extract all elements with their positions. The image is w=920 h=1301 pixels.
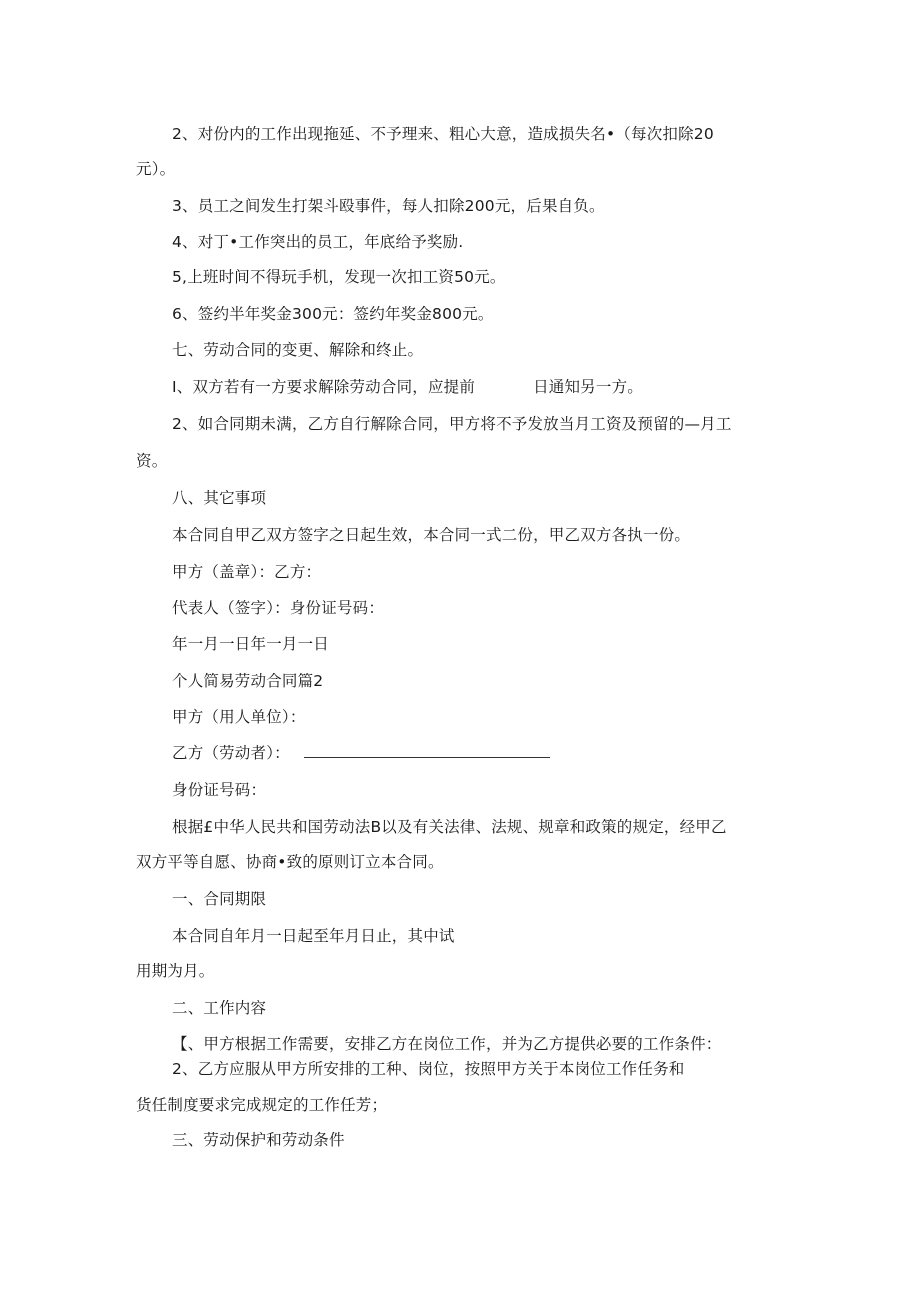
paragraph-continuation: 货任制度要求完成规定的工作任芳； [136, 1096, 388, 1114]
paragraph: 3、员工之间发生打架斗殴事件，每人扣除200元，后果自负。 [172, 197, 605, 215]
section-heading: 八、其它事项 [172, 489, 267, 507]
signature-rep-line: 代表人（签字）：身份证号码： [172, 599, 385, 617]
blank-underline [304, 743, 550, 758]
signature-party-line: 甲方（盖章）：乙方： [172, 563, 322, 581]
paragraph: 4、对丁•工作突出的员工，年底给予奖励. [172, 233, 464, 251]
party-b-label: 乙方（劳动者）： [172, 744, 290, 762]
section-heading: 一、合同期限 [172, 890, 267, 908]
paragraph-continuation: 双方平等自愿、协商•致的原则订立本合同。 [136, 853, 444, 871]
paragraph: 2、乙方应服从甲方所安排的工种、岗位，按照甲方关于本岗位工作任务和 [172, 1060, 685, 1078]
paragraph: 根据£中华人民共和国劳动法B以及有关法律、法规、规章和政策的规定，经甲乙 [172, 818, 727, 836]
paragraph: 5,上班时间不得玩手机，发现一次扣工资50元。 [172, 268, 506, 286]
party-a-line: 甲方（用人单位）： [172, 708, 306, 726]
id-number-line: 身份证号码： [172, 781, 267, 799]
paragraph: 2、如合同期未满，乙方自行解除合同，甲方将不予发放当月工资及预留的—月工 [172, 415, 732, 433]
section-heading: 三、劳动保护和劳动条件 [172, 1131, 345, 1149]
paragraph-text: 日通知另一方。 [533, 378, 643, 396]
signature-date-line: 年一月一日年一月一日 [172, 635, 330, 653]
paragraph: 本合同自甲乙双方签字之日起生效，本合同一式二份，甲乙双方各执一份。 [172, 526, 691, 544]
paragraph: 6、签约半年奖金300元：签约年奖金800元。 [172, 305, 494, 323]
paragraph-continuation: 元）。 [136, 160, 176, 178]
paragraph: 【、甲方根据工作需要，安排乙方在岗位工作，并为乙方提供必要的工作条件： [172, 1035, 722, 1053]
paragraph: 2、对份内的工作出现拖延、不予理来、粗心大意，造成损失名•（每次扣除20 [172, 125, 714, 143]
document-title: 个人简易劳动合同篇2 [172, 672, 324, 690]
paragraph: 本合同自年月一日起至年月日止，其中试 [172, 927, 455, 945]
section-heading: 七、劳动合同的变更、解除和终止。 [172, 341, 424, 359]
paragraph-continuation: 资。 [136, 452, 168, 470]
paragraph-continuation: 用期为月。 [136, 962, 215, 980]
party-b-line [172, 742, 550, 764]
paragraph [172, 376, 643, 398]
section-heading: 二、工作内容 [172, 999, 267, 1017]
paragraph-text: I、双方若有一方要求解除劳动合同，应提前 [172, 378, 476, 396]
